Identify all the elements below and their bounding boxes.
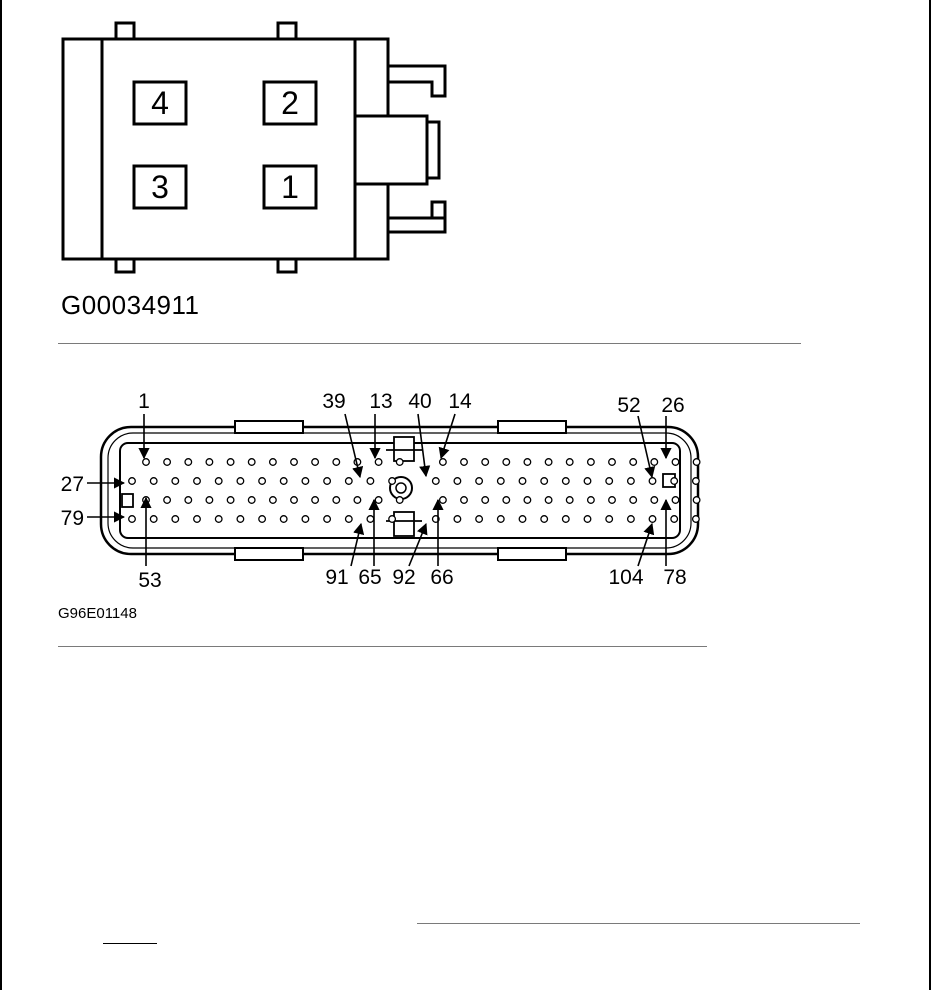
- pin-hole-9: [312, 459, 319, 466]
- pin-hole-90: [367, 516, 374, 523]
- pin-hole-12: [375, 459, 382, 466]
- pin-hole-58: [248, 497, 255, 504]
- pin-hole-13: [396, 459, 403, 466]
- pin-hole-16: [482, 459, 489, 466]
- callout-label-78: 78: [663, 566, 687, 589]
- callout-label-79: 79: [60, 507, 84, 530]
- pin-hole-47: [584, 478, 591, 485]
- pin-hole-68: [482, 497, 489, 504]
- pin-hole-102: [649, 516, 656, 523]
- pin-hole-64: [375, 497, 382, 504]
- bottom-latch-right: [498, 548, 566, 560]
- pin-hole-78: [693, 497, 700, 504]
- pin-hole-45: [541, 478, 548, 485]
- callout-label-40: 40: [408, 390, 432, 413]
- callout-label-91: 91: [325, 566, 349, 589]
- pin-label-2: 2: [281, 85, 299, 121]
- pin-hole-65: [396, 497, 403, 504]
- pin-hole-20: [566, 459, 573, 466]
- center-key-top: [394, 437, 414, 461]
- pin-hole-82: [194, 516, 201, 523]
- pin-hole-89: [346, 516, 353, 523]
- pin-hole-91: [389, 516, 396, 523]
- pin-hole-103: [671, 516, 678, 523]
- callout-arrow-104: [638, 524, 652, 566]
- pin-hole-87: [302, 516, 309, 523]
- callout-label-27: 27: [60, 473, 84, 496]
- callout-arrow-52: [638, 416, 652, 477]
- pin-hole-104: [693, 516, 700, 523]
- callout-label-39: 39: [322, 390, 346, 413]
- pin-hole-101: [628, 516, 635, 523]
- pin-hole-69: [503, 497, 510, 504]
- pin-hole-7: [270, 459, 277, 466]
- pin-hole-27: [129, 478, 136, 485]
- separator-rule-2: [58, 646, 707, 647]
- pin-hole-52: [693, 478, 700, 485]
- callout-label-26: 26: [661, 394, 685, 417]
- pin-hole-80: [150, 516, 157, 523]
- callout-label-65: 65: [358, 566, 382, 589]
- pin-hole-26: [693, 459, 700, 466]
- pin-hole-18: [524, 459, 531, 466]
- callout-label-66: 66: [430, 566, 454, 589]
- pin-hole-59: [270, 497, 277, 504]
- top-latch-right: [498, 421, 566, 433]
- pin-hole-46: [563, 478, 570, 485]
- callout-arrow-14: [441, 414, 455, 458]
- figure-id-connector-1: G00034911: [61, 290, 200, 320]
- pin-hole-36: [324, 478, 331, 485]
- pin-hole-17: [503, 459, 510, 466]
- pin-hole-34: [280, 478, 287, 485]
- polarizing-tab-left: [122, 494, 133, 507]
- pin-hole-88: [324, 516, 331, 523]
- pin-hole-100: [606, 516, 613, 523]
- pin-hole-38: [367, 478, 374, 485]
- pin-hole-39: [389, 478, 396, 485]
- pin-label-1: 1: [281, 169, 299, 205]
- pin-hole-6: [248, 459, 255, 466]
- pin-hole-97: [541, 516, 548, 523]
- pin-hole-23: [630, 459, 637, 466]
- pin-hole-25: [672, 459, 679, 466]
- callout-label-1: 1: [138, 390, 150, 413]
- pin-hole-29: [172, 478, 179, 485]
- pin-hole-32: [237, 478, 244, 485]
- pin-hole-28: [150, 478, 157, 485]
- pin-hole-2: [164, 459, 171, 466]
- pin-hole-8: [291, 459, 298, 466]
- bottom-latch-left: [235, 548, 303, 560]
- pin-hole-35: [302, 478, 309, 485]
- pin-label-4: 4: [151, 85, 169, 121]
- callout-label-104: 104: [608, 566, 644, 589]
- pin-hole-3: [185, 459, 192, 466]
- pin-hole-62: [333, 497, 340, 504]
- pin-hole-19: [545, 459, 552, 466]
- pin-hole-83: [215, 516, 222, 523]
- callout-label-14: 14: [448, 390, 472, 413]
- callout-label-53: 53: [138, 569, 162, 592]
- pin-hole-51: [671, 478, 678, 485]
- pin-hole-73: [588, 497, 595, 504]
- pin-hole-33: [259, 478, 266, 485]
- pin-hole-57: [227, 497, 234, 504]
- pin-hole-74: [609, 497, 616, 504]
- pin-hole-84: [237, 516, 244, 523]
- pin-hole-77: [672, 497, 679, 504]
- center-key-bottom: [394, 512, 414, 536]
- pin-hole-44: [519, 478, 526, 485]
- pin-label-3: 3: [151, 169, 169, 205]
- pin-hole-48: [606, 478, 613, 485]
- callout-arrow-39: [345, 414, 360, 477]
- pin-hole-66: [440, 497, 447, 504]
- pin-hole-93: [454, 516, 461, 523]
- pin-hole-99: [584, 516, 591, 523]
- pin-hole-15: [461, 459, 468, 466]
- pin-hole-55: [185, 497, 192, 504]
- callout-arrow-40: [418, 414, 426, 476]
- pin-hole-98: [563, 516, 570, 523]
- pin-hole-86: [280, 516, 287, 523]
- pin-hole-1: [143, 459, 150, 466]
- pin-hole-56: [206, 497, 213, 504]
- pin-hole-50: [649, 478, 656, 485]
- pin-hole-49: [628, 478, 635, 485]
- pin-hole-70: [524, 497, 531, 504]
- pin-hole-42: [476, 478, 483, 485]
- pin-hole-14: [440, 459, 447, 466]
- pin-hole-96: [519, 516, 526, 523]
- pin-hole-21: [588, 459, 595, 466]
- pin-hole-41: [454, 478, 461, 485]
- pin-hole-94: [476, 516, 483, 523]
- callout-label-52: 52: [617, 394, 641, 417]
- pin-hole-40: [433, 478, 440, 485]
- callout-label-13: 13: [369, 390, 393, 413]
- separator-rule-3: [417, 923, 860, 924]
- pin-hole-85: [259, 516, 266, 523]
- pin-hole-61: [312, 497, 319, 504]
- pin-hole-54: [164, 497, 171, 504]
- pin-hole-5: [227, 459, 234, 466]
- separator-rule-4: [103, 943, 157, 944]
- pin-hole-10: [333, 459, 340, 466]
- pin-hole-37: [346, 478, 353, 485]
- pin-hole-60: [291, 497, 298, 504]
- pin-hole-4: [206, 459, 213, 466]
- pin-hole-67: [461, 497, 468, 504]
- top-latch-left: [235, 421, 303, 433]
- pin-hole-63: [354, 497, 361, 504]
- pin-hole-81: [172, 516, 179, 523]
- pin-hole-72: [566, 497, 573, 504]
- pin-hole-30: [194, 478, 201, 485]
- pin-hole-31: [215, 478, 222, 485]
- callout-arrow-91: [351, 524, 361, 566]
- pin-hole-79: [129, 516, 136, 523]
- pin-hole-43: [498, 478, 505, 485]
- pin-hole-75: [630, 497, 637, 504]
- pin-hole-95: [498, 516, 505, 523]
- pin-hole-22: [609, 459, 616, 466]
- pin-hole-71: [545, 497, 552, 504]
- callout-label-92: 92: [392, 566, 416, 589]
- figure-id-connector-2: G96E01148: [58, 605, 137, 622]
- pin-hole-24: [651, 459, 658, 466]
- pin-hole-76: [651, 497, 658, 504]
